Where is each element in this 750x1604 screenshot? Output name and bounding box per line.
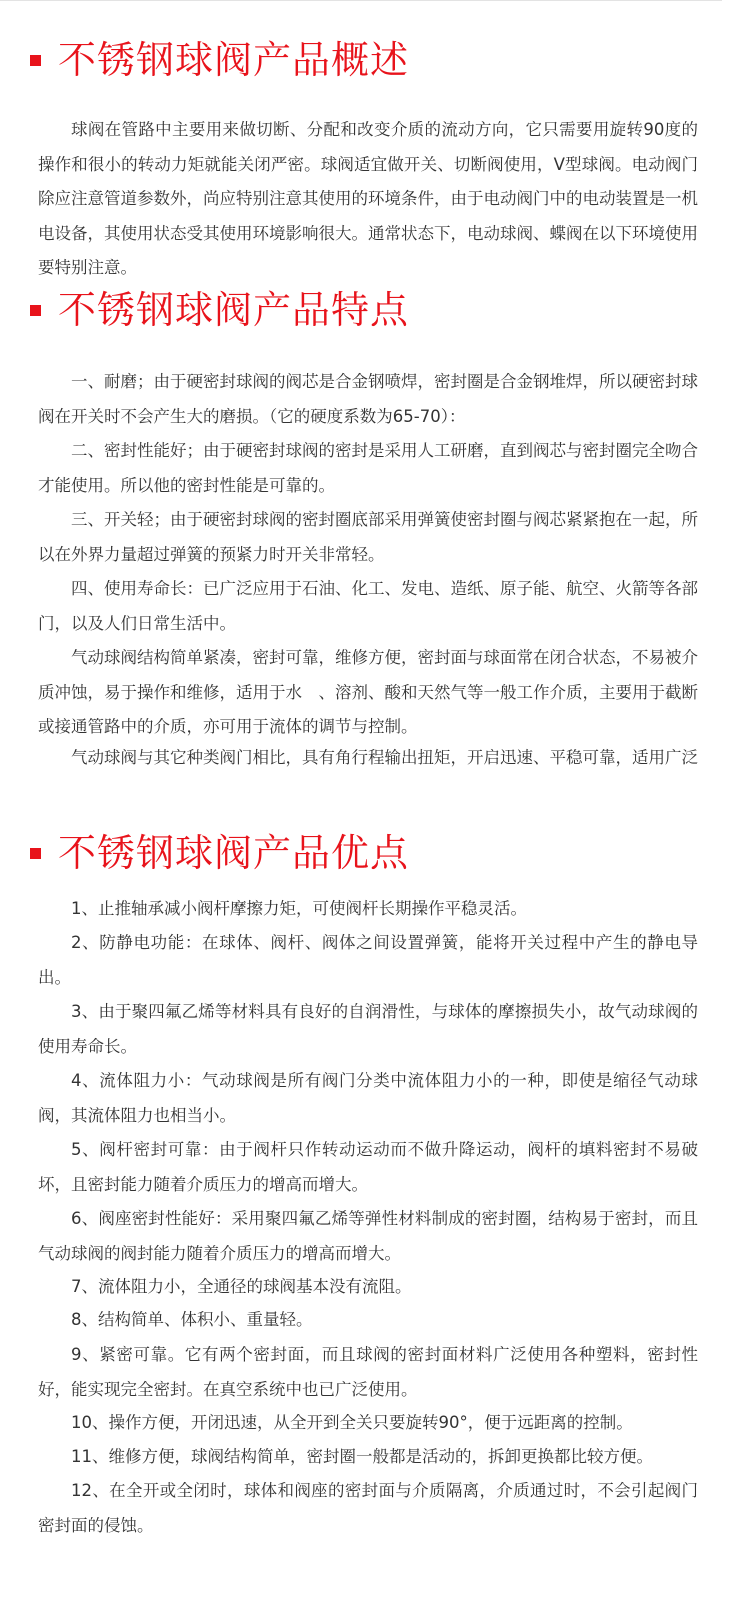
advantage-item: 10、操作方便，开闭迅速，从全开到全关只要旋转90°，便于远距离的控制。 (71, 1413, 633, 1432)
red-square-bullet-icon (30, 848, 41, 859)
advantage-item: 11、维修方便，球阀结构简单，密封圈一般都是活动的，拆卸更换都比较方便。 (71, 1447, 653, 1466)
advantage-item: 3、由于聚四氟乙烯等材料具有良好的自润滑性，与球体的摩擦损失小，故气动球阀的使用寿命长。 (38, 1002, 698, 1056)
advantage-item: 9、紧密可靠。它有两个密封面，而且球阀的密封面材料广泛使用各种塑料，密封性好，能实现完全密封。在真空系统中也已广泛使用。 (38, 1345, 698, 1399)
advantage-item: 1、止推轴承减小阀杆摩擦力矩，可使阀杆长期操作平稳灵活。 (71, 899, 527, 918)
top-divider (0, 0, 722, 1)
advantage-item: 8、结构简单、体积小、重量轻。 (71, 1310, 313, 1329)
feature-paragraph: 气动球阀与其它种类阀门相比，具有角行程输出扭矩，开启迅速、平稳可靠，适用广泛 (71, 748, 698, 767)
feature-paragraph: 三、开关轻；由于硬密封球阀的密封圈底部采用弹簧使密封圈与阀芯紧紧抱在一起，所以在外界力量超过弹簧的预紧力时开关非常轻。 (38, 510, 698, 564)
section-title: 不锈钢球阀产品优点 (58, 831, 410, 875)
overview-paragraph: 球阀在管路中主要用来做切断、分配和改变介质的流动方向，它只需要用旋转90度的操作和很小的转动力矩就能关闭严密。球阀适宜做开关、切断阀使用，V型球阀。电动阀门除应注意管道参数外，尚应特别注意其使用的环境条件，由于电动阀门中的电动装置是一机电设备，其使用状态受其使用环境影响很大。通常状态下，电动球阀、蝶阀在以下环境使用要特别注意。 (38, 120, 698, 277)
advantage-item: 7、流体阻力小，全通径的球阀基本没有流阻。 (71, 1277, 412, 1296)
section-title: 不锈钢球阀产品特点 (58, 288, 410, 332)
advantage-item: 12、在全开或全闭时，球体和阀座的密封面与介质隔离，介质通过时，不会引起阀门密封面的侵蚀。 (38, 1481, 698, 1535)
advantage-item: 4、流体阻力小：气动球阀是所有阀门分类中流体阻力小的一种，即使是缩径气动球阀，其流体阻力也相当小。 (38, 1071, 698, 1125)
feature-paragraph: 一、耐磨；由于硬密封球阀的阀芯是合金钢喷焊，密封圈是合金钢堆焊，所以硬密封球阀在开关时不会产生大的磨损。（它的硬度系数为65-70）： (38, 372, 698, 426)
feature-paragraph: 二、密封性能好；由于硬密封球阀的密封是采用人工研磨，直到阀芯与密封圈完全吻合才能使用。所以他的密封性能是可靠的。 (38, 441, 698, 495)
red-square-bullet-icon (30, 55, 41, 66)
advantage-item: 2、防静电功能：在球体、阀杆、阀体之间设置弹簧，能将开关过程中产生的静电导出。 (38, 933, 698, 987)
advantage-item: 6、阀座密封性能好：采用聚四氟乙烯等弹性材料制成的密封圈，结构易于密封，而且气动球阀的阀封能力随着介质压力的增高而增大。 (38, 1209, 698, 1263)
feature-paragraph: 四、使用寿命长：已广泛应用于石油、化工、发电、造纸、原子能、航空、火箭等各部门，以及人们日常生活中。 (38, 579, 698, 633)
red-square-bullet-icon (30, 305, 41, 316)
feature-paragraph: 气动球阀结构简单紧凑，密封可靠，维修方便，密封面与球面常在闭合状态，不易被介质冲蚀，易于操作和维修，适用于水 、溶剂、酸和天然气等一般工作介质，主要用于截断或接通管路中的介质，亦可用于流体的调节与控制。 (38, 648, 698, 736)
section-title: 不锈钢球阀产品概述 (58, 38, 410, 82)
advantage-item: 5、阀杆密封可靠：由于阀杆只作转动运动而不做升降运动，阀杆的填料密封不易破坏，且密封能力随着介质压力的增高而增大。 (38, 1140, 698, 1194)
